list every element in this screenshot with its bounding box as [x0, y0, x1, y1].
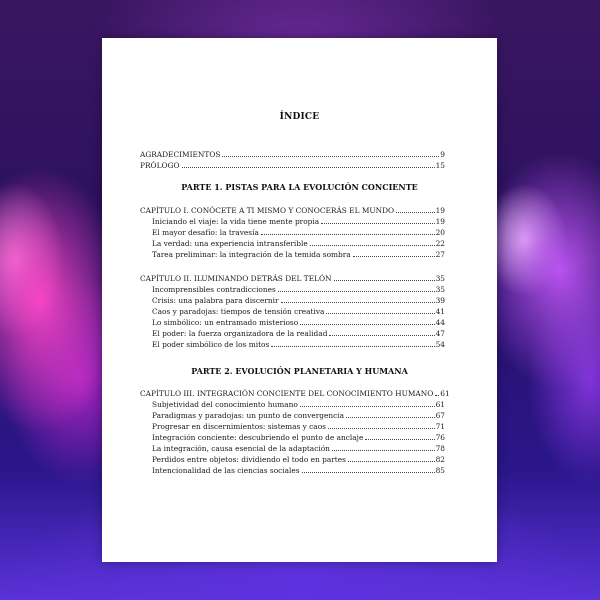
toc-entry-page: 35 — [435, 285, 445, 294]
dot-leader — [300, 324, 434, 325]
dot-leader — [334, 280, 435, 281]
toc-entry-agradecimientos[interactable] — [140, 149, 445, 160]
dot-leader — [321, 223, 434, 224]
toc-entry-label: La verdad: una experiencia intransferible — [152, 239, 308, 248]
toc-entry-label: El poder: la fuerza organizadora de la realidad — [152, 329, 328, 338]
dot-leader — [182, 167, 435, 168]
toc-entry-label: AGRADECIMIENTOS — [140, 150, 221, 159]
toc-entry-page: 61 — [440, 389, 450, 398]
toc-section-entry[interactable] — [152, 216, 445, 227]
toc-section-entry[interactable] — [152, 421, 445, 432]
toc-entry-page: 71 — [435, 422, 445, 431]
dot-leader — [329, 335, 434, 336]
toc-entry-page: 61 — [435, 400, 445, 409]
toc-entry-label: Lo simbólico: un entramado misterioso — [152, 318, 299, 327]
toc-section-entry[interactable] — [152, 443, 445, 454]
toc-section-entry[interactable] — [152, 328, 445, 339]
dot-leader — [302, 472, 435, 473]
toc-chapter-entry[interactable] — [140, 273, 445, 284]
toc-entry-page: 35 — [435, 274, 445, 283]
dot-leader — [396, 212, 435, 213]
toc-entry-page: 19 — [435, 217, 445, 226]
toc-entry-label: PRÓLOGO — [140, 161, 180, 170]
toc-entry-label: Integración conciente: descubriendo el punto de anclaje — [152, 433, 364, 442]
dot-leader — [353, 256, 435, 257]
toc-section-entry[interactable] — [152, 399, 445, 410]
toc-section-entry[interactable] — [152, 249, 445, 260]
toc-entry-label: El poder simbólico de los mitos — [152, 340, 270, 349]
document-page — [102, 38, 497, 562]
toc-section-entry[interactable] — [152, 227, 445, 238]
part-heading: PARTE 2. EVOLUCIÓN PLANETARIA Y HUMANA — [191, 366, 408, 376]
toc-entry-label: CAPÍTULO III. INTEGRACIÓN CONCIENTE DEL CONOCIMIENTO HUMANO — [140, 389, 434, 398]
dot-leader — [365, 439, 434, 440]
toc-entry-page: 67 — [435, 411, 445, 420]
toc-section-entry[interactable] — [152, 295, 445, 306]
dot-leader — [346, 417, 435, 418]
toc-entry-label: Iniciando el viaje: la vida tiene mente propia — [152, 217, 320, 226]
toc-entry-label: Paradigmas y paradojas: un punto de convergencia — [152, 411, 345, 420]
toc-section-entry[interactable] — [152, 284, 445, 295]
toc-entry-page: 82 — [435, 455, 445, 464]
dot-leader — [348, 461, 435, 462]
toc-entry-page: 76 — [435, 433, 445, 442]
toc-entry-label: CAPÍTULO I. CONÓCETE A TI MISMO Y CONOCERÁS EL MUNDO — [140, 206, 395, 215]
toc-entry-page: 85 — [435, 466, 445, 475]
toc-entry-page: 15 — [435, 161, 445, 170]
dot-leader — [326, 313, 434, 314]
dot-leader — [261, 234, 435, 235]
toc-entry-page: 44 — [435, 318, 445, 327]
toc-entry-label: Progresar en discernimientos: sistemas y caos — [152, 422, 326, 431]
part-heading: PARTE 1. PISTAS PARA LA EVOLUCIÓN CONCIENTE — [181, 182, 418, 192]
toc-entry-page: 39 — [435, 296, 445, 305]
toc-entry-page: 78 — [435, 444, 445, 453]
dot-leader — [278, 291, 435, 292]
toc-chapter-entry[interactable] — [140, 388, 450, 399]
toc-section-entry[interactable] — [152, 465, 445, 476]
toc-section-entry[interactable] — [152, 306, 445, 317]
toc-section-entry[interactable] — [152, 238, 445, 249]
toc-entry-label: Subjetividad del conocimiento humano — [152, 400, 298, 409]
toc-entry-label: Perdidos entre objetos: dividiendo el todo en partes — [152, 455, 346, 464]
toc-entry-label: Intencionalidad de las ciencias sociales — [152, 466, 300, 475]
toc-entry-label: Crisis: una palabra para discernir — [152, 296, 279, 305]
toc-entry-page: 41 — [435, 307, 445, 316]
toc-entry-label: El mayor desafío: la travesía — [152, 228, 259, 237]
dot-leader — [332, 450, 435, 451]
dot-leader — [310, 245, 435, 246]
toc-entry-prologo[interactable] — [140, 160, 445, 171]
toc-entry-page: 22 — [435, 239, 445, 248]
toc-section-entry[interactable] — [152, 339, 445, 350]
toc-section-entry[interactable] — [152, 410, 445, 421]
toc-section-entry[interactable] — [152, 317, 445, 328]
toc-entry-page: 19 — [435, 206, 445, 215]
toc-entry-page: 47 — [435, 329, 445, 338]
toc-entry-label: Caos y paradojas: tiempos de tensión creativa — [152, 307, 325, 316]
toc-entry-page: 9 — [440, 150, 445, 159]
index-title: ÍNDICE — [279, 112, 320, 122]
toc-entry-label: La integración, causa esencial de la adaptación — [152, 444, 330, 453]
toc-entry-label: Incomprensibles contradicciones — [152, 285, 276, 294]
dot-leader — [300, 406, 435, 407]
toc-entry-page: 27 — [435, 250, 445, 259]
dot-leader — [435, 395, 439, 396]
dot-leader — [281, 302, 435, 303]
toc-entry-label: Tarea preliminar: la integración de la temida sombra — [152, 250, 351, 259]
toc-entry-label: CAPÍTULO II. ILUMINANDO DETRÁS DEL TELÓN — [140, 274, 332, 283]
toc-section-entry[interactable] — [152, 432, 445, 443]
toc-entry-page: 20 — [435, 228, 445, 237]
toc-chapter-entry[interactable] — [140, 205, 445, 216]
toc-section-entry[interactable] — [152, 454, 445, 465]
dot-leader — [222, 156, 439, 157]
dot-leader — [328, 428, 435, 429]
dot-leader — [271, 346, 434, 347]
toc-entry-page: 54 — [435, 340, 445, 349]
